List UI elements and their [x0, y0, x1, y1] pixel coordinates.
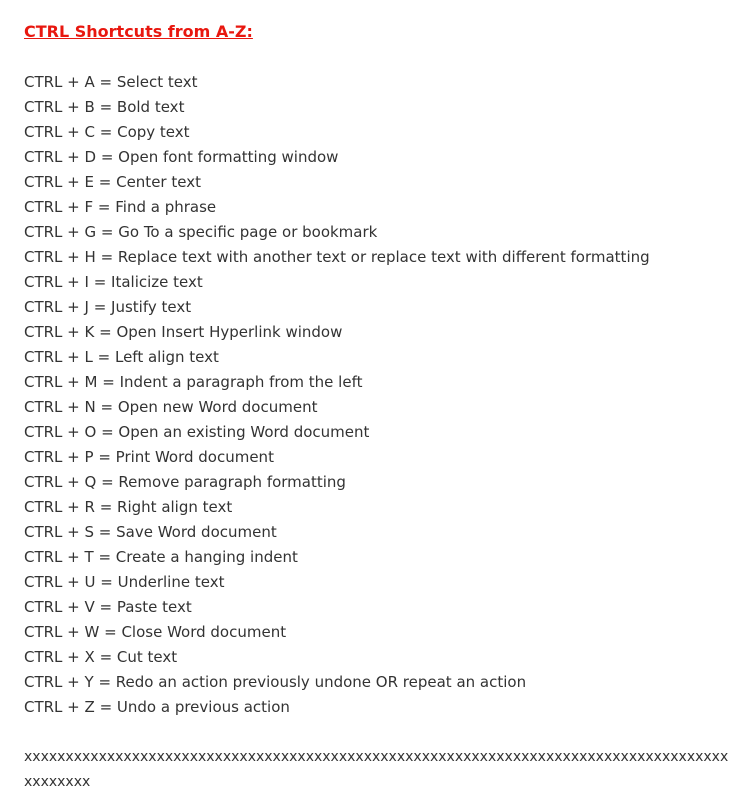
- shortcut-item-p: CTRL + P = Print Word document: [24, 448, 274, 466]
- shortcut-item-d: CTRL + D = Open font formatting window: [24, 148, 339, 166]
- shortcut-item-q: CTRL + Q = Remove paragraph formatting: [24, 473, 346, 491]
- shortcut-item-h: CTRL + H = Replace text with another text or replace text with different formatting: [24, 248, 650, 266]
- shortcut-item-x: CTRL + X = Cut text: [24, 648, 178, 666]
- shortcut-item-s: CTRL + S = Save Word document: [24, 523, 277, 541]
- shortcut-item-n: CTRL + N = Open new Word document: [24, 398, 318, 416]
- shortcut-item-m: CTRL + M = Indent a paragraph from the left: [24, 373, 363, 391]
- shortcut-item-w: CTRL + W = Close Word document: [24, 623, 287, 641]
- shortcut-item-b: CTRL + B = Bold text: [24, 98, 185, 116]
- shortcut-list: [24, 70, 748, 720]
- shortcut-item-r: CTRL + R = Right align text: [24, 498, 233, 516]
- shortcut-item-i: CTRL + I = Italicize text: [24, 273, 203, 291]
- shortcut-item-k: CTRL + K = Open Insert Hyperlink window: [24, 323, 343, 341]
- shortcut-item-y: CTRL + Y = Redo an action previously undone OR repeat an action: [24, 673, 527, 691]
- shortcut-item-e: CTRL + E = Center text: [24, 173, 201, 191]
- shortcut-item-g: CTRL + G = Go To a specific page or bookmark: [24, 223, 378, 241]
- shortcut-item-c: CTRL + C = Copy text: [24, 123, 190, 141]
- shortcut-item-u: CTRL + U = Underline text: [24, 573, 225, 591]
- filler-text: xxxxxxxxxxxxxxxxxxxxxxxxxxxxxxxxxxxxxxxxxxxxxxxxxxxxxxxxxxxxxxxxxxxxxxxxxxxxxxxxxxxxxxxxxxxxx: [24, 749, 729, 790]
- shortcut-item-l: CTRL + L = Left align text: [24, 348, 219, 366]
- shortcut-item-f: CTRL + F = Find a phrase: [24, 198, 217, 216]
- shortcut-item-j: CTRL + J = Justify text: [24, 298, 192, 316]
- shortcut-item-z: CTRL + Z = Undo a previous action: [24, 698, 290, 716]
- page-heading: CTRL Shortcuts from A-Z:: [24, 22, 253, 41]
- shortcut-item-a: CTRL + A = Select text: [24, 73, 198, 91]
- shortcut-item-v: CTRL + V = Paste text: [24, 598, 192, 616]
- shortcut-item-t: CTRL + T = Create a hanging indent: [24, 548, 298, 566]
- shortcut-item-o: CTRL + O = Open an existing Word document: [24, 423, 370, 441]
